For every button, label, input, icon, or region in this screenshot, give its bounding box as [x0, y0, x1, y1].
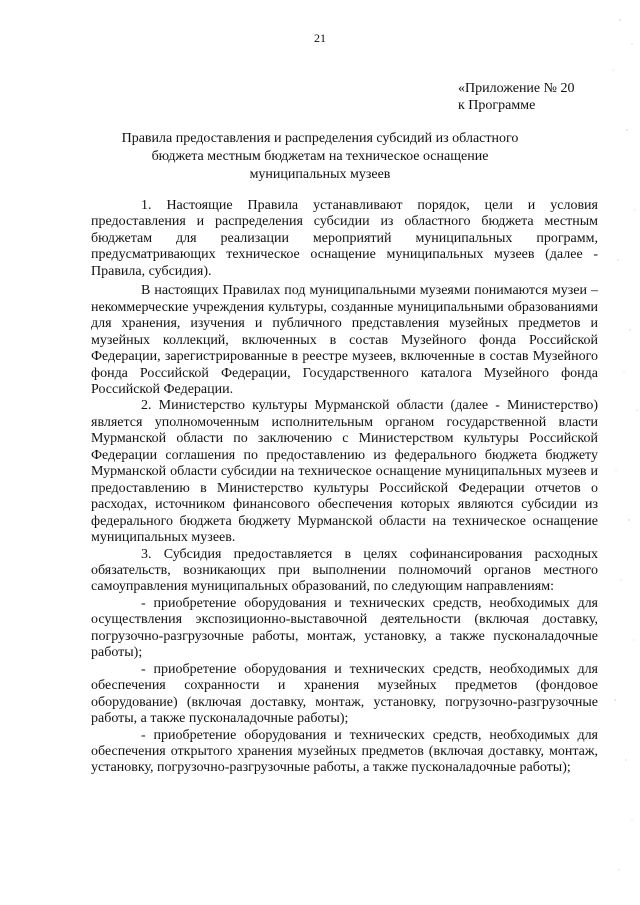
- appendix-line-1: «Приложение № 20: [458, 81, 575, 96]
- appendix-line-2: к Программе: [458, 98, 536, 113]
- paragraph-2: В настоящих Правилах под муниципальными музеями понимаются музеи – некоммерческие учреждения культуры, созданные муниципальными образованиями для хранения, изучения и публичного представления музейных предметов и музейных коллекций, включенных в состав Музейного фонда Российской Федерации, зарегистрированные в реестре музеев, включенные в состав Музейного фонда Российской Федерации, Государственного каталога Музейного фонда Российской Федерации.: [91, 283, 598, 397]
- title-line-2: бюджета местным бюджетам на техническое оснащение: [151, 149, 489, 164]
- list-item-2: - приобретение оборудования и технических средств, необходимых для обеспечения сохранности и хранения музейных предметов (фондовое оборудование) (включая доставку, монтаж, установку, погрузочно-разгрузочные работы, а также пусконаладочные работы);: [91, 661, 598, 727]
- page-number: 21: [314, 31, 326, 45]
- document-body: [91, 198, 598, 777]
- document-title: [120, 130, 520, 184]
- appendix-heading: [458, 80, 575, 114]
- list-item-1: - приобретение оборудования и технических средств, необходимых для осуществления экспозиционно-выставочной деятельности (включая доставку, погрузочно-разгрузочные работы, монтаж, установку, а также пусконаладочные работы);: [91, 595, 598, 661]
- paragraph-3: 2. Министерство культуры Мурманской области (далее - Министерство) является уполномоченным исполнительным органом государственной власти Мурманской области по заключению с Министерством культуры Российской Федерации соглашения по предоставлению из федерального бюджета бюджету Мурманской области субсидии на техническое оснащение муниципальных музеев и предоставлению в Министерство культуры Российской Федерации отчетов о расходах, источником финансового обеспечения которых являются субсидии из федерального бюджета бюджету Мурманской области на техническое оснащение муниципальных музеев.: [91, 398, 598, 546]
- paragraph-1: 1. Настоящие Правила устанавливают порядок, цели и условия предоставления и распределения субсидии из областного бюджета местным бюджетам для реализации мероприятий муниципальных программ, предусматривающих техническое оснащение муниципальных музеев (далее - Правила, субсидия).: [91, 198, 598, 279]
- title-line-3: муниципальных музеев: [249, 167, 391, 182]
- title-line-1: Правила предоставления и распределения субсидий из областного: [121, 131, 519, 146]
- list-item-3: - приобретение оборудования и технических средств, необходимых для обеспечения открытого хранения музейных предметов (включая доставку, монтаж, установку, погрузочно-разгрузочные работы, а также пусконаладочные работы);: [91, 727, 598, 776]
- paragraph-4: 3. Субсидия предоставляется в целях софинансирования расходных обязательств, возникающих при выполнении полномочий органов местного самоуправления муниципальных образований, по следующим направлениям:: [91, 546, 598, 595]
